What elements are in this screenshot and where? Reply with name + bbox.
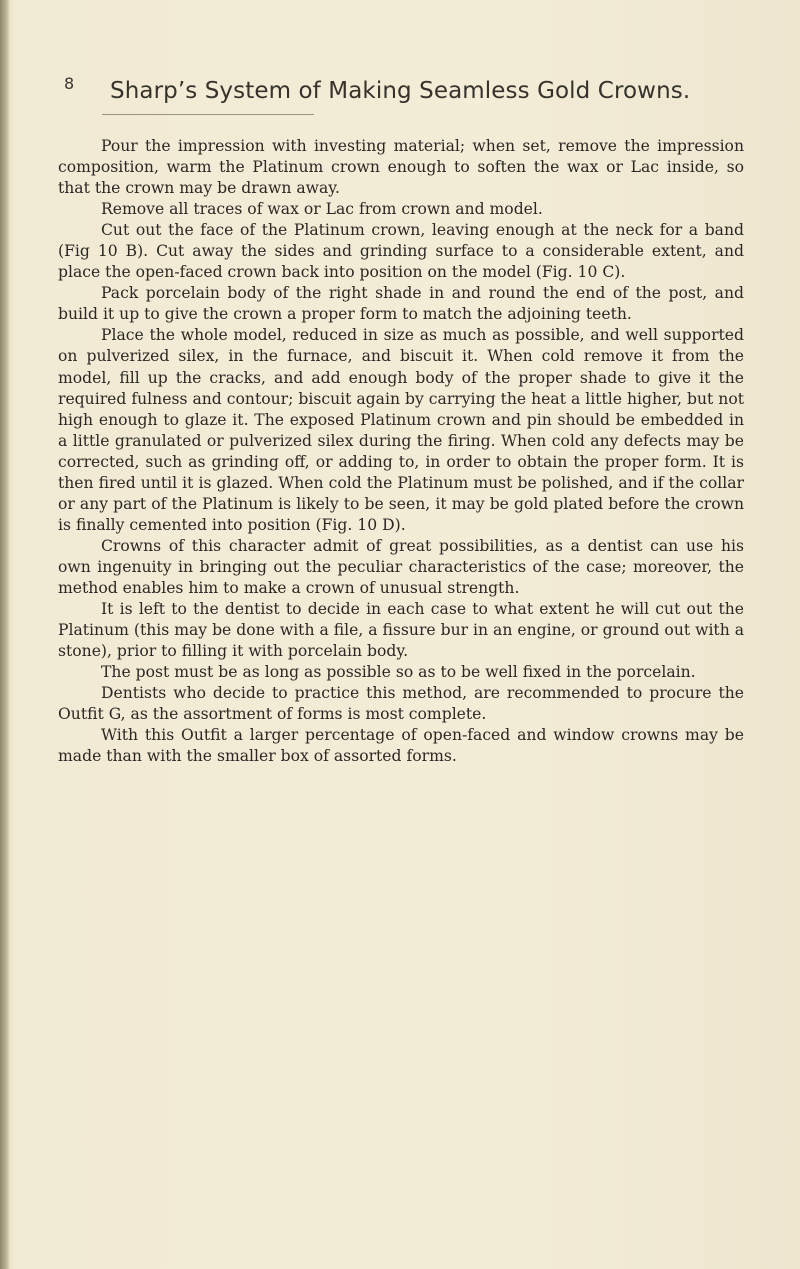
paragraph: With this Outfit a larger percentage of open-faced and window crowns may be made than with the smaller box of assorted forms. — [58, 726, 744, 766]
paragraph: Dentists who decide to practice this method, are recommended to procure the Outfit G, as the assortment of forms is most complete. — [58, 684, 744, 724]
paragraph: The post must be as long as possible so as to be well fixed in the porcelain. — [101, 663, 696, 682]
paragraph: It is left to the dentist to decide in each case to what extent he will cut out the Platinum (this may be done with a file, a fissure bur in an engine, or ground out with a stone), prior to filling it with porcelain body. — [58, 600, 744, 661]
paragraph: Pack porcelain body of the right shade in and round the end of the post, and build it up to give the crown a proper form to match the adjoining teeth. — [58, 284, 744, 324]
running-title: Sharp’s System of Making Seamless Gold Crowns. — [110, 78, 691, 104]
paragraph: Pour the impression with investing material; when set, remove the impression composition, warm the Platinum crown enough to soften the wax or Lac inside, so that the crown may be drawn away. — [58, 137, 744, 198]
paragraph: Remove all traces of wax or Lac from crown and model. — [101, 200, 543, 219]
paragraph: Crowns of this character admit of great possibilities, as a dentist can use his own ingenuity in bringing out the peculiar characteristics of the case; moreover, the method enables him to make a crown of unusual strength. — [58, 536, 744, 597]
paragraph: Place the whole model, reduced in size as much as possible, and well supported on pulverized silex, in the furnace, and biscuit it. When cold remove it from the model, fill up the cracks, and add enough body of the proper shade to give it the required fulness and contour; biscuit again by carrying the heat a little higher, but not high enough to glaze it. The exposed Platinum crown and pin should be embedded in a little granulated or pulverized silex during the firing. When cold any defects may be corrected, such as grinding off, or adding to, in order to obtain the proper form. It is then fired until it is glazed. When cold the Platinum must be polished, and if the collar or any part of the Platinum is likely to be seen, it may be gold plated before the crown is finally cemented into position (Fig. 10 D). — [58, 326, 744, 534]
paragraph: Cut out the face of the Platinum crown, leaving enough at the neck for a band (Fig 10 B). Cut away the sides and grinding surface to a considerable extent, and place the open-faced crown back into position on the model (Fig. 10 C). — [58, 221, 744, 282]
page-number: 8 — [64, 74, 75, 93]
header-rule — [102, 114, 314, 115]
page-header — [64, 74, 744, 114]
body-text — [58, 136, 744, 767]
binding-shadow — [0, 0, 10, 1269]
